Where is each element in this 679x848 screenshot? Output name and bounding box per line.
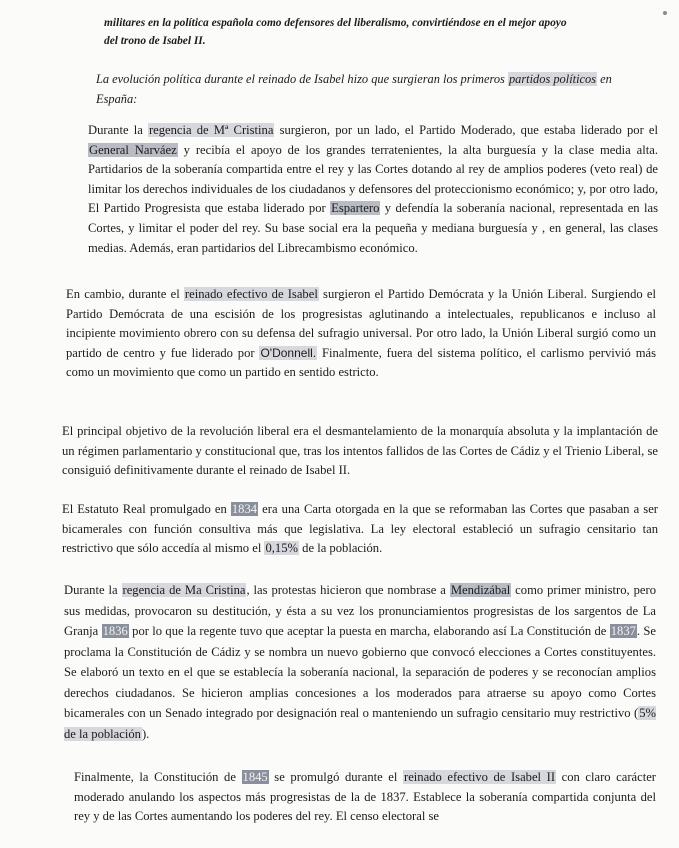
highlight-general-narvaez: General Narváez <box>89 142 177 157</box>
paragraph-regencia-parties <box>88 121 658 258</box>
highlight-reinado-efectivo-isabel-ii: reinado efectivo de Isabel II <box>404 770 556 784</box>
text: con claro carácter moderado anulando los aspectos más progresistas de la de 1837. Establece la soberanía compartida conjunta del rey y de las Cortes aumentando los poderes del rey. El censo electoral se <box>74 770 656 824</box>
intro-line-1: militares en la política española como defensores del liberalismo, convirtiéndose en el mejor apoyo <box>104 17 567 29</box>
paragraph-estatuto-real <box>62 500 658 559</box>
text: , las protestas hicieron que nombrase a <box>246 583 450 597</box>
text: en España: <box>96 72 612 106</box>
text: Durante la <box>88 123 148 137</box>
text: como primer ministro, pero sus medidas, provocaron su destitución, y ésta a su vez los pronunciamientos progresistas de los sargentos de La Granja <box>64 583 656 638</box>
text: de la población. <box>299 541 383 556</box>
highlight-mendizabal: Mendizábal <box>450 583 511 597</box>
paragraph-intro-continuation <box>104 14 664 50</box>
paragraph-constitucion-1845 <box>74 768 656 827</box>
text: . Se proclama la Constitución de Cádiz y se nombra un nuevo gobierno que convocó elecciones a Cortes constituyentes. Se elaboró un texto en el que se establecía la soberanía nacional, la separación de poderes y se reconocían amplios derechos ciudadanos. Se hicieron amplias concesiones a los moderados para atraerse su apoyo como Cortes bicamerales con un Senado integrado por designación real o manteniendo un sufragio censitario muy restrictivo ( <box>64 624 656 720</box>
text: La evolución política durante el reinado de Isabel hizo que surgieran los primeros <box>96 72 508 86</box>
text: surgieron el Partido Demócrata y la Unión Liberal. Surgiendo el Partido Demócrata de una escisión de los progresistas aglutinando a intelectuales, republicanos e incluso al incipiente movimiento obrero con su defensa del sufragio universal. Por otro lado, la Unión Liberal surgió como un partido de centro y fue liderado por <box>66 287 656 360</box>
paragraph-reinado-parties <box>66 285 656 383</box>
highlight-partidos-politicos: partidos políticos <box>508 72 597 86</box>
highlight-regencia-ma-cristina: regencia de Ma Cristina <box>122 583 246 597</box>
text: El principal objetivo de la revolución liberal era el desmantelamiento de la monarquía absoluta y la implantación de un régimen parlamentario y constitucional que, tras los intentos fallidos de las Cortes de Cádiz y el Trienio Liberal, se consiguió definitivamente durante el reinado de Isabel II. <box>62 424 658 478</box>
highlight-1837: 1837 <box>610 624 636 638</box>
highlight-1845: 1845 <box>242 770 268 784</box>
text: En cambio, durante el <box>66 287 184 301</box>
text: por lo que la regente tuvo que aceptar la puesta en marcha, elaborando así La Constitución de <box>128 624 610 638</box>
intro-line-2: del trono de Isabel II. <box>104 35 206 47</box>
highlight-1836: 1836 <box>102 624 128 638</box>
text: y recibía el apoyo de los grandes terratenientes, la alta burguesía y la clase media alta. Partidarios de la soberanía compartida entre el rey y las Cortes dotando al rey de amplios poderes (veto real) de limitar los derechos individuales de los ciudadanos y defensores del proteccionismo económico; y, por otro lado, El Partido Progresista que estaba liderado por <box>88 142 659 216</box>
text: Durante la <box>64 583 122 597</box>
text: se promulgó durante el <box>268 770 403 784</box>
paragraph-political-evolution <box>96 70 656 109</box>
paragraph-liberal-revolution <box>62 422 658 481</box>
text: y defendía la soberanía nacional, representada en las Cortes, y limitar el poder del rey. Su base social era la pequeña y mediana burguesía y , en general, las clases medias. Además, eran partidarios del Librecambismo económico. <box>88 201 658 255</box>
text: El Estatuto Real promulgado en <box>62 502 231 516</box>
paragraph-constitucion-1837 <box>64 580 656 744</box>
highlight-0-15-percent: 0,15% <box>265 541 299 556</box>
text: Finalmente, fuera del sistema político, el carlismo pervivió más como un movimiento que como un partido en sentido estricto. <box>66 345 656 380</box>
highlight-1834: 1834 <box>231 502 258 516</box>
highlight-5-percent: 5% de la población <box>64 706 656 741</box>
highlight-odonnell: O'Donnell. <box>260 345 317 360</box>
highlight-reinado-efectivo: reinado efectivo de Isabel <box>184 287 318 301</box>
text: ). <box>141 726 150 741</box>
text: surgieron, por un lado, el Partido Moderado, que estaba liderado por el <box>274 123 658 137</box>
text: era una Carta otorgada en la que se reformaban las Cortes que pasaban a ser bicamerales con función consultiva más que legislativa. La ley electoral estableció un sufragio censitario tan restrictivo que sólo accedía al mismo el <box>62 502 658 556</box>
text: Finalmente, la Constitución de <box>74 770 242 784</box>
highlight-espartero: Espartero <box>331 201 380 216</box>
highlight-regencia-cristina: regencia de Mª Cristina <box>148 123 274 137</box>
